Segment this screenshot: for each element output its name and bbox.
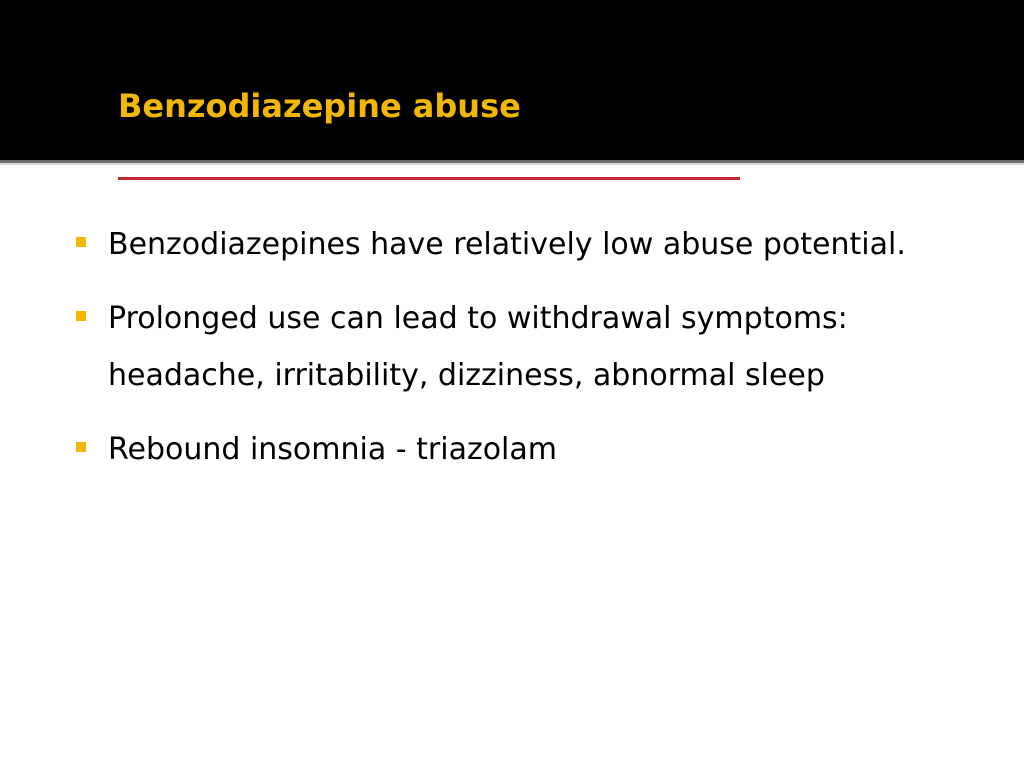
title-underline (118, 177, 740, 180)
bullet-text: Prolonged use can lead to withdrawal symptoms: headache, irritability, dizziness, abnormal sleep (108, 301, 848, 393)
bullet-text: Rebound insomnia - triazolam (108, 432, 558, 467)
square-bullet-icon (76, 237, 86, 247)
bullet-list (72, 216, 952, 495)
square-bullet-icon (76, 311, 86, 321)
square-bullet-icon (76, 442, 86, 452)
bullet-item (72, 290, 952, 404)
title-band (0, 0, 1024, 160)
slide-title: Benzodiazepine abuse (118, 87, 521, 125)
title-band-divider-highlight (0, 163, 1024, 165)
bullet-text: Benzodiazepines have relatively low abuse potential. (108, 227, 906, 262)
bullet-item (72, 421, 952, 478)
bullet-item (72, 216, 952, 273)
